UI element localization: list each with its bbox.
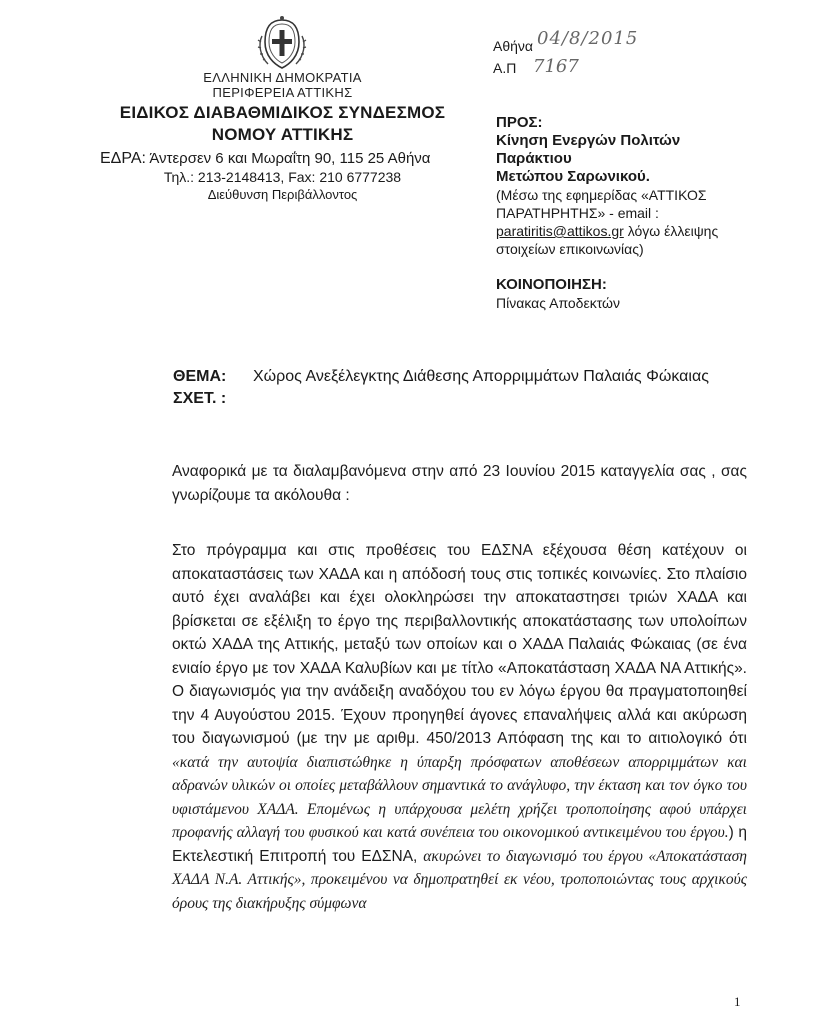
paragraph-2-text-a: Στο πρόγραμμα και στις προθέσεις του ΕΔΣΝΑ εξέχουσα θέση κατέχουν οι αποκαταστάσεις των ΧΑΔΑ και η απόδοσή τους στις τοπικές κοινωνίες. Στο πλαίσιο αυτό έχει αναλάβει και έχει ολοκληρώσει την αποκαταστησει τριών ΧΑΔΑ και βρίσκεται σε εξέλιξη το έργο της περιβαλλοντικής αποκατάστασης των υπολοίπων οκτώ ΧΑΔΑ της Αττικής, μεταξύ των οποίων και ο ΧΑΔΑ Παλαιάς Φώκαιας (σε ένα ενιαίο έργο με τον ΧΑΔΑ Καλυβίων και με τίτλο «Αποκατάσταση ΧΑΔΑ ΝΑ Αττικής». Ο διαγωνισμός για την ανάδειξη αναδόχου του εν λόγω έργου θα πραγματοποιηθεί την 4 Αυγούστου 2015. Έχουν προηγηθεί άγονες επαναλήψεις αλλά και ακύρωση του διαγωνισμού (με την με αριθμ. 450/2013 Απόφαση της και το αιτιολογικό ότι	[172, 542, 747, 747]
seat-address-text: Άντερσεν 6 και Μωραΐτη 90, 115 25 Αθήνα	[149, 150, 431, 167]
handwritten-protocol-number: 7167	[533, 56, 579, 77]
recipient-name-line3: Μετώπου Σαρωνικού.	[496, 168, 650, 185]
seat-address	[95, 149, 470, 168]
subject-text: Χώρος Ανεξέλεγκτης Διάθεσης Απορριμμάτων Παλαιάς Φώκαιας	[253, 368, 709, 385]
paragraph-2-quote: «κατά την αυτοψία διαπιστώθηκε η ύπαρξη πρόσφατων αποθέσεων απορριμμάτων και αδρανών υλικών οι οποίες μεταβάλλουν σημαντικά το ανάγλυφο, την έκταση και τον όγκο του υφιστάμενου ΧΑΔΑ. Επομένως η υπάρχουσα μελέτη χρήζει τροποποίησης αφού υπάρχει προφανής αλλαγή του φυσικού και κατά συνέπεια του οικονομικού αντικειμένου του έργου.	[172, 753, 747, 841]
contact-phone: Τηλ.: 213-2148413, Fax: 210 6777238	[163, 169, 402, 185]
via-line2: ΠΑΡΑΤΗΡΗΤΗΣ» - email :	[496, 205, 659, 221]
protocol-label: Α.Π	[493, 60, 517, 76]
organization-name: ΕΙΔΙΚΟΣ ΔΙΑΒΑΘΜΙΔΙΚΟΣ ΣΥΝΔΕΣΜΟΣ	[119, 103, 446, 122]
reference-label: ΣΧΕΤ. :	[173, 390, 227, 407]
city-date-row	[493, 28, 639, 60]
region-name: ΠΕΡΙΦΕΡΕΙΑ ΑΤΤΙΚΗΣ	[212, 85, 353, 100]
paragraph-2-decision: ακυρώνει το διαγωνισμό του έργου «Αποκατάσταση ΧΑΔΑ Ν.Α. Αττικής», προκειμένου να δημοπρατηθεί εκ νέου, τροποποιώντας τους αρχικούς όρους της διακήρυξης σύμφωνα	[172, 847, 747, 912]
page-number: 1	[734, 994, 741, 1009]
email-link[interactable]: paratiritis@attikos.gr	[496, 223, 624, 239]
department-name: Διεύθυνση Περιβάλλοντος	[207, 187, 358, 202]
paragraph-2	[172, 539, 747, 915]
via-line3	[496, 222, 816, 240]
subject-block	[173, 366, 709, 410]
recipient-name-line2: Παράκτιου	[496, 150, 572, 167]
sender-header	[95, 70, 470, 203]
seat-label: ΕΔΡΑ:	[100, 150, 146, 167]
recipient-block	[496, 114, 816, 312]
handwritten-date: 04/8/2015	[537, 28, 639, 49]
paragraph-1: Αναφορικά με τα διαλαμβανόμενα στην από 23 Ιουνίου 2015 καταγγελία σας , σας γνωρίζουμε τα ακόλουθα :	[172, 463, 747, 504]
via-line4: στοιχείων επικοινωνίας)	[496, 241, 644, 257]
via-line1: (Μέσω της εφημερίδας «ΑΤΤΙΚΟΣ	[496, 187, 707, 203]
via-line3-rest: λόγω έλλειψης	[623, 223, 719, 239]
subject-label: ΘΕΜΑ:	[173, 368, 227, 385]
subject-row	[173, 366, 709, 388]
protocol-row	[493, 56, 579, 82]
organization-name-line2: ΝΟΜΟΥ ΑΤΤΙΚΗΣ	[211, 125, 354, 144]
paragraph-2-text-b: ) η Εκτελεστική Επιτροπή του ΕΔΣΝΑ,	[172, 824, 747, 865]
cc-value: Πίνακας Αποδεκτών	[496, 295, 620, 311]
republic-name: ΕΛΛΗΝΙΚΗ ΔΗΜΟΚΡΑΤΙΑ	[203, 70, 362, 85]
cc-label: ΚΟΙΝΟΠΟΙΗΣΗ:	[496, 276, 607, 293]
recipient-name-line1: Κίνηση Ενεργών Πολιτών	[496, 132, 681, 149]
city-label: Αθήνα	[493, 38, 534, 54]
to-label: ΠΡΟΣ:	[496, 114, 543, 131]
letter-body	[172, 460, 747, 915]
reference-row	[173, 388, 709, 410]
place-and-protocol	[493, 28, 639, 82]
greek-state-emblem-icon	[256, 14, 308, 72]
